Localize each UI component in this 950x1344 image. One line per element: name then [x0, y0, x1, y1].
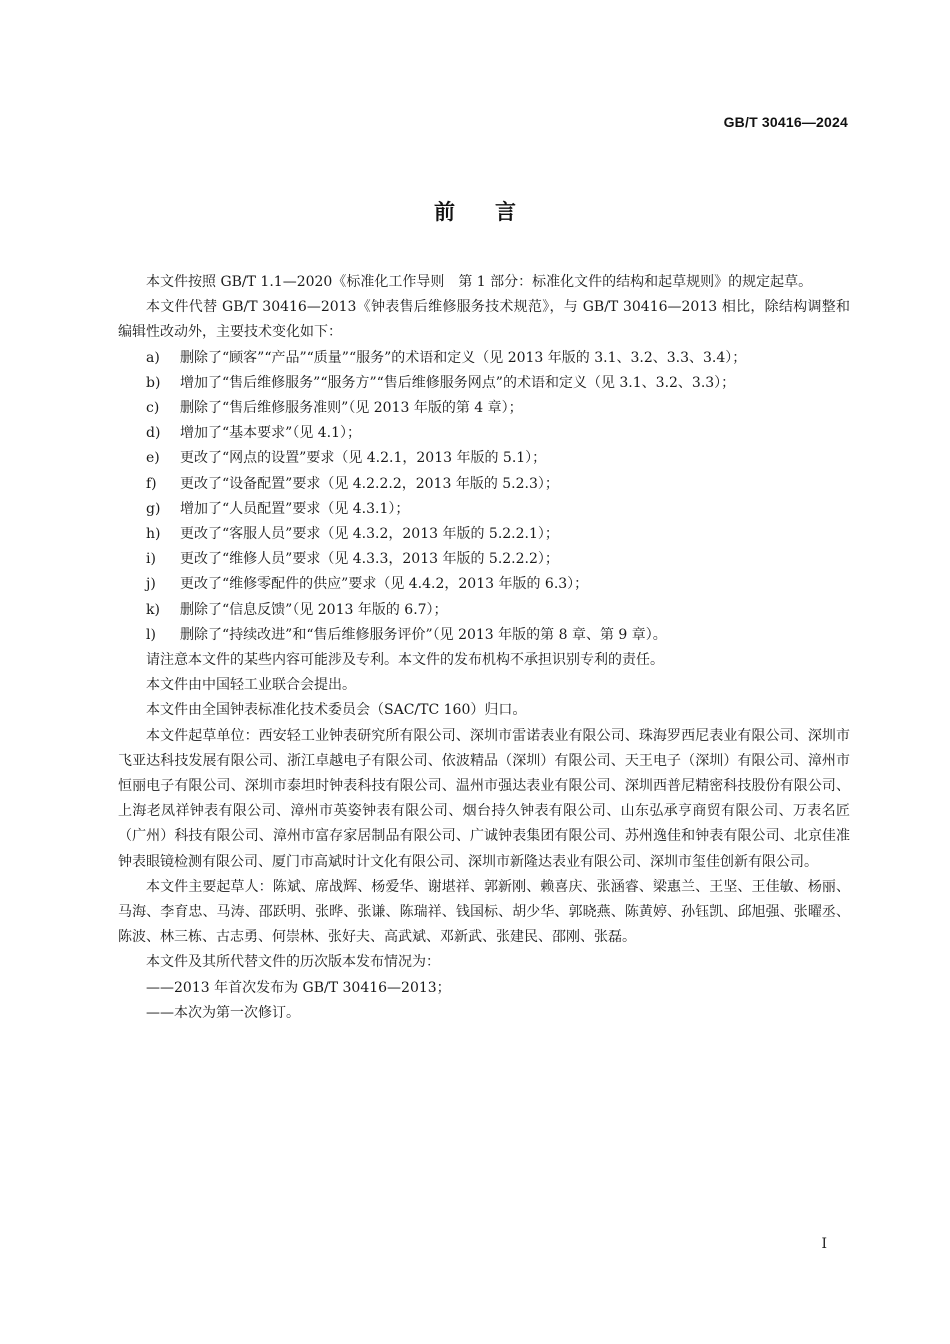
list-item-text: 删除了“信息反馈”（见 2013 年版的 6.7）；	[180, 601, 448, 618]
list-item-label: l)	[146, 626, 156, 643]
history-item: ——2013 年首次发布为 GB/T 30416—2013；	[146, 979, 451, 996]
list-item	[118, 421, 850, 446]
list-item-label: j)	[146, 576, 156, 593]
patent-notice: 请注意本文件的某些内容可能涉及专利。本文件的发布机构不承担识别专利的责任。	[146, 652, 664, 669]
drafting-units: 本文件起草单位：西安轻工业钟表研究所有限公司、深圳市雷诺表业有限公司、珠海罗西尼表业有限公司、深圳市飞亚达科技发展有限公司、浙江卓越电子有限公司、依波精品（深圳）有限公司、天王电子（深圳）有限公司、漳州市恒丽电子有限公司、深圳市泰坦时钟表科技有限公司、温州市强达表业有限公司、深圳西普尼精密科技股份有限公司、上海老凤祥钟表有限公司、漳州市英姿钟表有限公司、烟台持久钟表有限公司、山东弘承亨商贸有限公司、万表名匠（广州）科技有限公司、漳州市富存家居制品有限公司、广诚钟表集团有限公司、苏州逸佳和钟表有限公司、北京佳准钟表眼镜检测有限公司、厦门市高斌时计文化有限公司、深圳市新隆达表业有限公司、深圳市玺佳创新有限公司。	[118, 727, 850, 870]
drafters: 本文件主要起草人：陈斌、席战辉、杨爱华、谢堪祥、郭新刚、赖喜庆、张涵睿、梁惠兰、王坚、王佳敏、杨丽、马海、李育忠、马涛、邵跃明、张晔、张谦、陈瑞祥、钱国标、胡少华、郭晓燕、陈黄婷、孙钰凯、邱旭强、张曜丞、陈波、林三栋、古志勇、何崇林、张好夫、高武斌、邓新武、张建民、邵刚、张磊。	[118, 878, 850, 946]
list-item	[118, 472, 850, 497]
list-item-label: f)	[146, 475, 157, 492]
list-item	[118, 497, 850, 522]
page-number: I	[821, 1236, 827, 1252]
list-item-text: 更改了“维修人员”要求（见 4.3.3，2013 年版的 5.2.2.2）；	[180, 551, 559, 568]
list-item-text: 更改了“维修零配件的供应”要求（见 4.4.2，2013 年版的 6.3）；	[180, 576, 589, 593]
list-item	[118, 346, 850, 371]
list-item-text: 增加了“售后维修服务”“服务方”“售后维修服务网点”的术语和定义（见 3.1、3.2、3.3）；	[180, 374, 736, 391]
page-title: 前言	[434, 200, 556, 224]
list-item-label: i)	[146, 551, 156, 568]
list-item	[118, 446, 850, 471]
list-item	[118, 371, 850, 396]
intro-paragraph-2: 本文件代替 GB/T 30416—2013《钟表售后维修服务技术规范》，与 GB/T 30416—2013 相比，除结构调整和编辑性改动外，主要技术变化如下：	[118, 299, 850, 341]
changes-list	[118, 346, 850, 648]
standard-number: GB/T 30416—2024	[723, 114, 848, 130]
managed-by: 本文件由全国钟表标准化技术委员会（SAC/TC 160）归口。	[146, 702, 527, 719]
list-item-label: a)	[146, 349, 160, 366]
proposed-by: 本文件由中国轻工业联合会提出。	[146, 677, 356, 694]
foreword-body	[118, 270, 850, 1026]
list-item-text: 更改了“设备配置”要求（见 4.2.2.2，2013 年版的 5.2.3）；	[180, 475, 559, 492]
list-item-label: b)	[146, 374, 161, 391]
list-item-text: 更改了“客服人员”要求（见 4.3.2，2013 年版的 5.2.2.1）；	[180, 526, 559, 543]
list-item-label: h)	[146, 526, 161, 543]
list-item	[118, 547, 850, 572]
list-item-label: d)	[146, 425, 161, 442]
history-item: ——本次为第一次修订。	[146, 1004, 300, 1021]
history-intro: 本文件及其所代替文件的历次版本发布情况为：	[146, 954, 440, 971]
list-item	[118, 572, 850, 597]
list-item-label: e)	[146, 450, 160, 467]
list-item-text: 删除了“售后维修服务准则”（见 2013 年版的第 4 章）；	[180, 400, 523, 417]
list-item-text: 增加了“基本要求”（见 4.1）；	[180, 425, 362, 442]
list-item-text: 增加了“人员配置”要求（见 4.3.1）；	[180, 500, 410, 517]
list-item-text: 更改了“网点的设置”要求（见 4.2.1，2013 年版的 5.1）；	[180, 450, 547, 467]
list-item	[118, 396, 850, 421]
list-item-label: c)	[146, 400, 160, 417]
list-item	[118, 623, 850, 648]
list-item-label: k)	[146, 601, 160, 618]
list-item	[118, 522, 850, 547]
intro-paragraph-1: 本文件按照 GB/T 1.1—2020《标准化工作导则 第 1 部分：标准化文件的结构和起草规则》的规定起草。	[146, 274, 813, 290]
list-item	[118, 598, 850, 623]
list-item-text: 删除了“持续改进”和“售后维修服务评价”（见 2013 年版的第 8 章、第 9 章）。	[180, 626, 667, 643]
list-item-text: 删除了“顾客”“产品”“质量”“服务”的术语和定义（见 2013 年版的 3.1、3.2、3.3、3.4）；	[180, 349, 747, 366]
list-item-label: g)	[146, 500, 161, 517]
